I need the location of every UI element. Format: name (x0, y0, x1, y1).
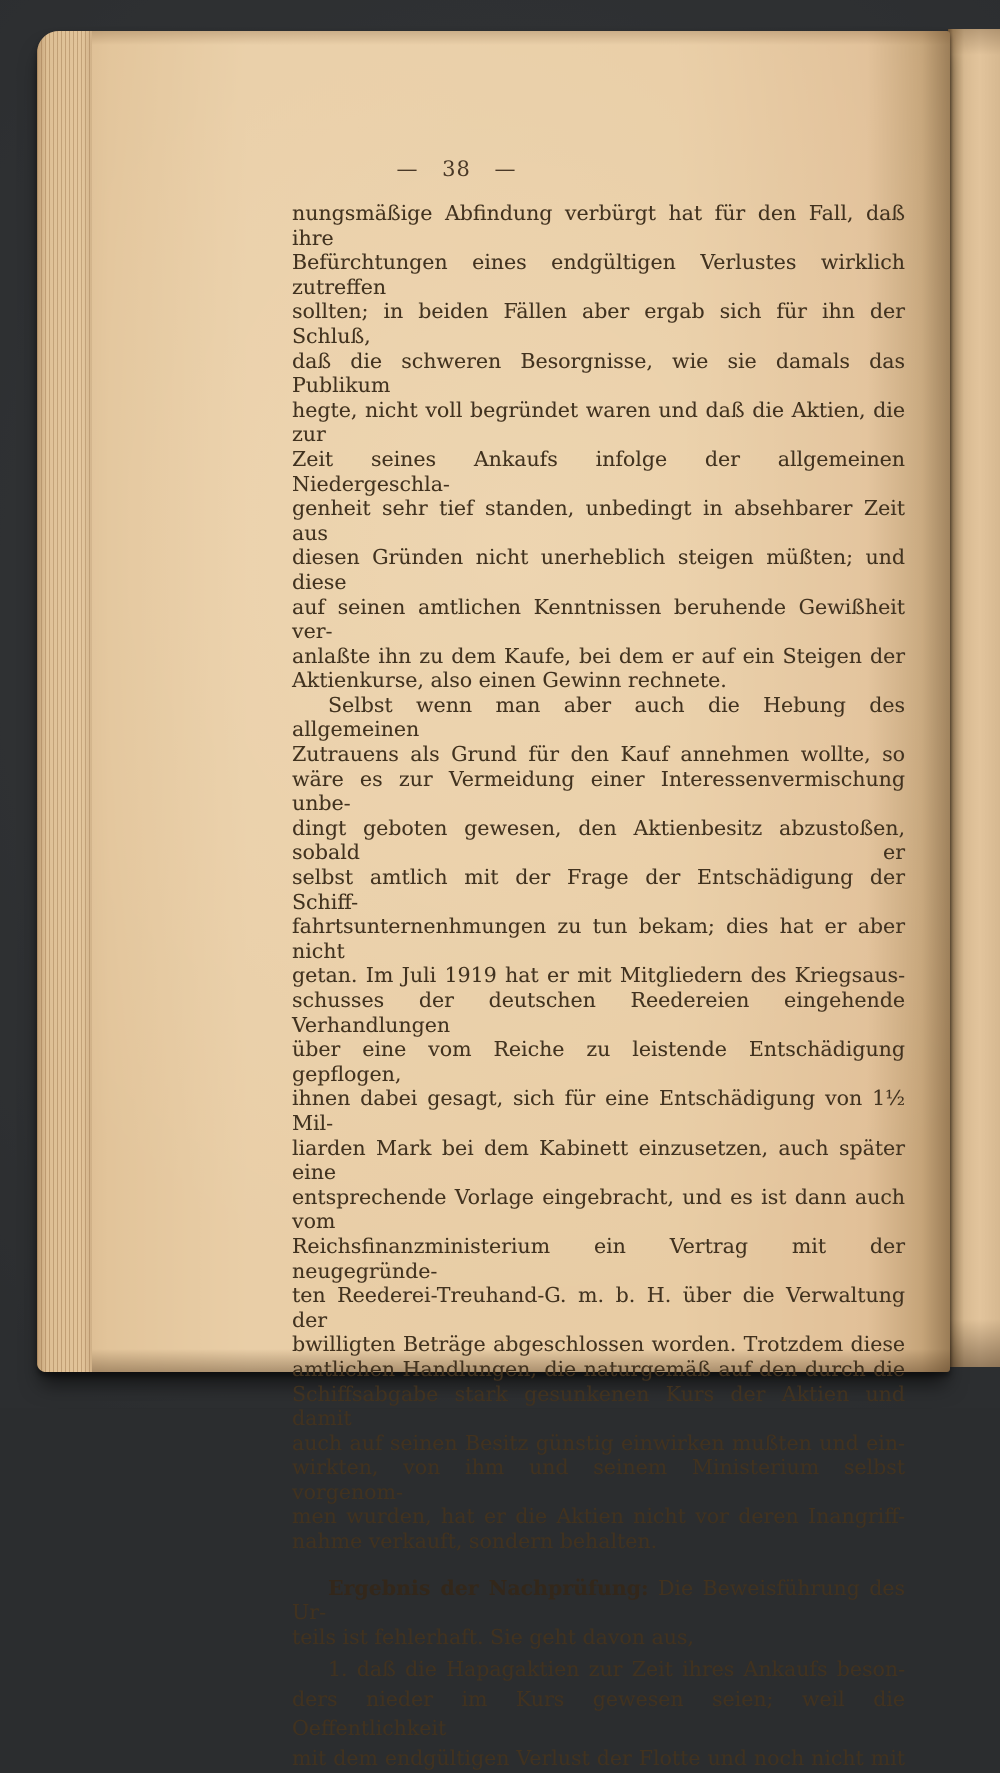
text-line: Aktienkurse, also einen Gewinn rechnete. (292, 668, 727, 693)
paragraph-3-result (292, 1576, 905, 1650)
paragraph-1 (292, 201, 905, 693)
text-line: nungsmäßige Abfindung verbürgt hat für den Fall, daß ihre (292, 201, 905, 250)
text-line: daß die schweren Besorgnisse, wie sie damals das Publikum (292, 348, 905, 398)
text-line: anlaßte ihn zu dem Kaufe, bei dem er auf ein Steigen der (292, 643, 905, 668)
text-line: ders nieder im Kurs gewesen seien; weil die Oeffentlichkeit (292, 1686, 905, 1741)
text-line: 1. daß die Hapagaktien zur Zeit ihres Ankaufs beson- (328, 1657, 905, 1682)
text-line: nahme verkauft, sondern behalten. (292, 1529, 658, 1554)
text-line: liarden Mark bei dem Kabinett einzusetzen, auch später eine (292, 1135, 905, 1185)
text-line: Zeit seines Ankaufs infolge der allgemeinen Niedergeschla- (292, 446, 905, 496)
text-line: ihnen dabei gesagt, sich für eine Entschädigung von 1½ Mil- (292, 1086, 905, 1135)
text-line: Zutrauens als Grund für den Kauf annehmen wollte, so (292, 742, 905, 767)
text-line: sollten; in beiden Fällen aber ergab sich für ihn der Schluß, (292, 299, 905, 348)
text-line (292, 1576, 905, 1625)
text-block (292, 201, 905, 1773)
text-line: Selbst wenn man aber auch die Hebung des allgemeinen (292, 692, 905, 742)
page-surface (37, 31, 950, 1770)
text-line: auf seinen amtlichen Kenntnissen beruhende Gewißheit ver- (292, 594, 905, 644)
text-line-rest: Die Beweisführung des Ur- (292, 1575, 905, 1625)
text-line: genheit sehr tief standen, unbedingt in absehbarer Zeit aus (292, 496, 905, 545)
result-heading: Ergebnis der Nachprüfung: (328, 1575, 649, 1600)
book-page (37, 31, 950, 1770)
text-line: selbst amtlich mit der Frage der Entschädigung der Schiff- (292, 865, 905, 914)
text-line: auch auf seinen Besitz günstig einwirken mußten und ein- (292, 1430, 905, 1455)
text-line: Schiffsabgabe stark gesunkenen Kurs der Aktien und damit (292, 1381, 905, 1431)
paragraph-4-item-1 (292, 1655, 905, 1773)
text-line: ten Reederei-Treuhand-G. m. b. H. über die Verwaltung der (292, 1283, 905, 1332)
text-line: Reichsfinanzministerium ein Vertrag mit der neugegründe- (292, 1233, 905, 1283)
text-line: fahrtsunternenhmungen zu tun bekam; dies hat er aber nicht (292, 914, 905, 963)
text-line: men wurden, hat er die Aktien nicht vor deren Inangriff- (292, 1504, 905, 1529)
adjacent-page-edge (948, 29, 1000, 1367)
text-line: dingt geboten gewesen, den Aktienbesitz abzustoßen, sobald er (292, 815, 905, 865)
text-line: diesen Gründen nicht unerheblich steigen müßten; und diese (292, 545, 905, 594)
text-line: wirkten, von ihm und seinem Ministerium selbst vorgenom- (292, 1455, 905, 1504)
text-line: teils ist fehlerhaft. Sie geht davon aus, (292, 1624, 694, 1649)
paragraph-2 (292, 693, 905, 1554)
page-number (0, 157, 913, 181)
text-line: schusses der deutschen Reedereien eingehende Verhandlungen (292, 988, 905, 1037)
text-line: hegte, nicht voll begründet waren und daß die Aktien, die zur (292, 397, 905, 447)
page-number-text: — 38 — (396, 157, 517, 181)
text-line: bwilligten Beträge abgeschlossen worden. Trotzdem diese (292, 1332, 905, 1357)
text-line: getan. Im Juli 1919 hat er mit Mitgliedern des Kriegsaus- (292, 963, 905, 988)
text-line: über eine vom Reiche zu leistende Entschädigung gepflogen, (292, 1037, 905, 1086)
text-line: Befürchtungen eines endgültigen Verlustes wirklich zutreffen (292, 250, 905, 299)
text-line: wäre es zur Vermeidung einer Interessenvermischung unbe- (292, 766, 905, 816)
text-line: entsprechende Vorlage eingebracht, und es ist dann auch vom (292, 1184, 905, 1234)
text-line: mit dem endgültigen Verlust der Flotte und noch nicht mit (292, 1745, 905, 1770)
text-line: amtlichen Handlungen, die naturgemäß auf den durch die (292, 1356, 905, 1381)
